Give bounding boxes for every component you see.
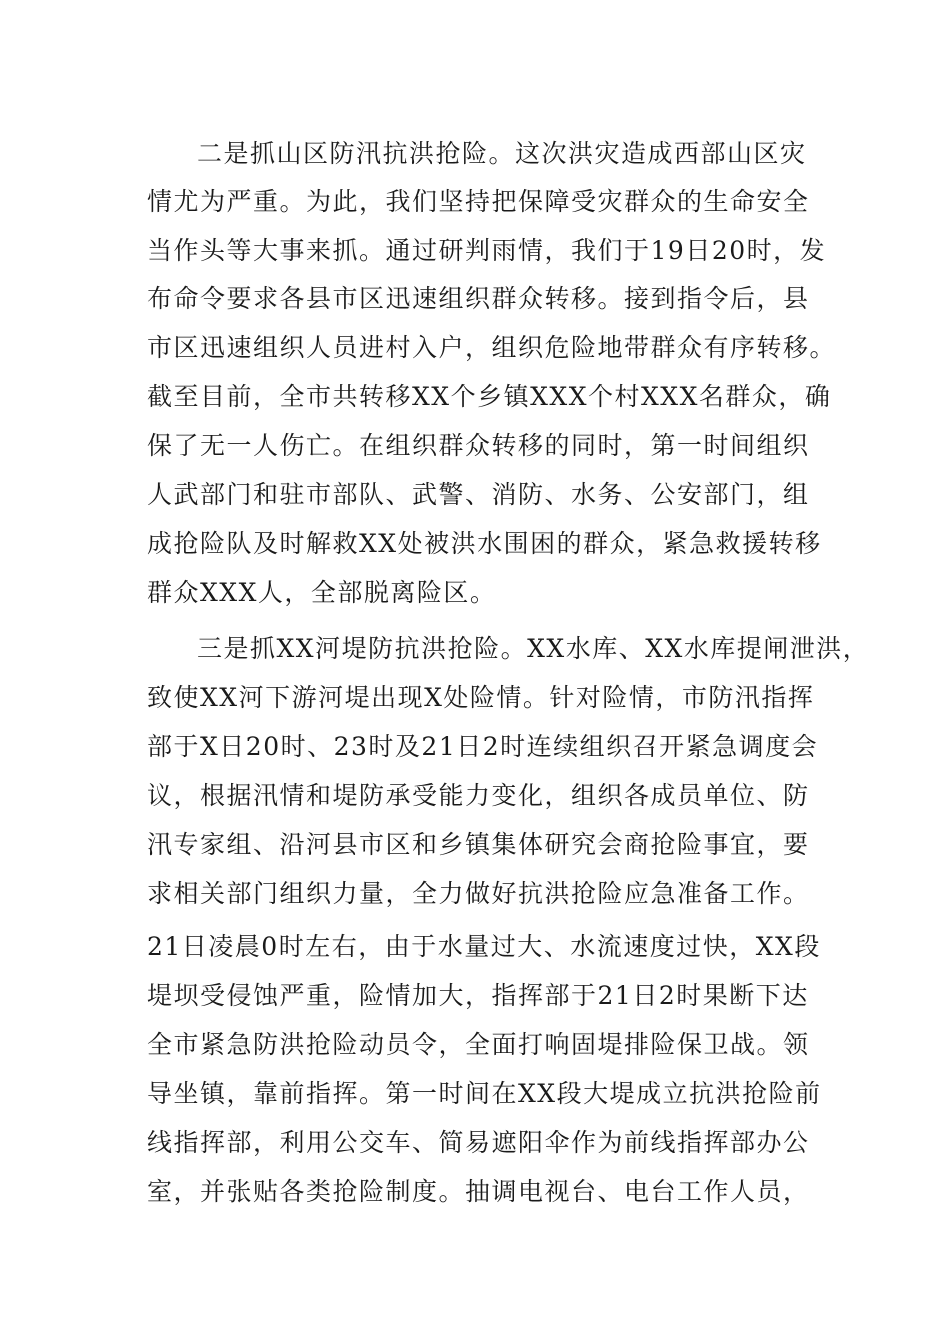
paragraph-1-line-9: 成抢险队及时解救XX处被洪水围困的群众，紧急救援转移 — [147, 529, 822, 558]
paragraph-2-line-5: 汛专家组、沿河县市区和乡镇集体研究会商抢险事宜，要 — [147, 830, 810, 859]
paragraph-2-line-7: 21日凌晨0时左右，由于水量过大、水流速度过快，XX段 — [147, 932, 821, 961]
paragraph-1-line-3: 当作头等大事来抓。通过研判雨情，我们于19日20时，发 — [147, 236, 827, 265]
paragraph-2-line-9: 全市紧急防洪抢险动员令，全面打响固堤排险保卫战。领 — [147, 1030, 810, 1059]
paragraph-2-line-2: 致使XX河下游河堤出现X处险情。针对险情，市防汛指挥 — [147, 683, 815, 712]
paragraph-1-line-7: 保了无一人伤亡。在组织群众转移的同时，第一时间组织 — [147, 431, 810, 460]
paragraph-1-line-8: 人武部门和驻市部队、武警、消防、水务、公安部门，组 — [147, 480, 810, 509]
paragraph-2-line-8: 堤坝受侵蚀严重，险情加大，指挥部于21日2时果断下达 — [147, 981, 809, 1010]
paragraph-2-line-3: 部于X日20时、23时及21日2时连续组织召开紧急调度会 — [147, 732, 819, 761]
paragraph-1-line-4: 布命令要求各县市区迅速组织群众转移。接到指令后，县 — [147, 284, 810, 313]
paragraph-1-line-1: 二是抓山区防汛抗洪抢险。这次洪灾造成西部山区灾 — [197, 139, 807, 168]
paragraph-1-line-10: 群众XXX人，全部脱离险区。 — [147, 578, 497, 607]
paragraph-2-line-10: 导坐镇，靠前指挥。第一时间在XX段大堤成立抗洪抢险前 — [147, 1079, 822, 1108]
paragraph-1-line-6: 截至目前，全市共转移XX个乡镇XXX个村XXX名群众，确 — [147, 382, 832, 411]
paragraph-1-line-5: 市区迅速组织人员进村入户，组织危险地带群众有序转移。 — [147, 333, 837, 362]
paragraph-1-line-2: 情尤为严重。为此，我们坚持把保障受灾群众的生命安全 — [147, 187, 810, 216]
paragraph-2-line-11: 线指挥部，利用公交车、简易遮阳伞作为前线指挥部办公 — [147, 1128, 810, 1157]
paragraph-2-line-12: 室，并张贴各类抢险制度。抽调电视台、电台工作人员， — [147, 1177, 810, 1206]
paragraph-2-line-1: 三是抓XX河堤防抗洪抢险。XX水库、XX水库提闸泄洪， — [197, 634, 870, 663]
paragraph-2-line-4: 议，根据汛情和堤防承受能力变化，组织各成员单位、防 — [147, 781, 810, 810]
paragraph-2-line-6: 求相关部门组织力量，全力做好抗洪抢险应急准备工作。 — [147, 879, 810, 908]
